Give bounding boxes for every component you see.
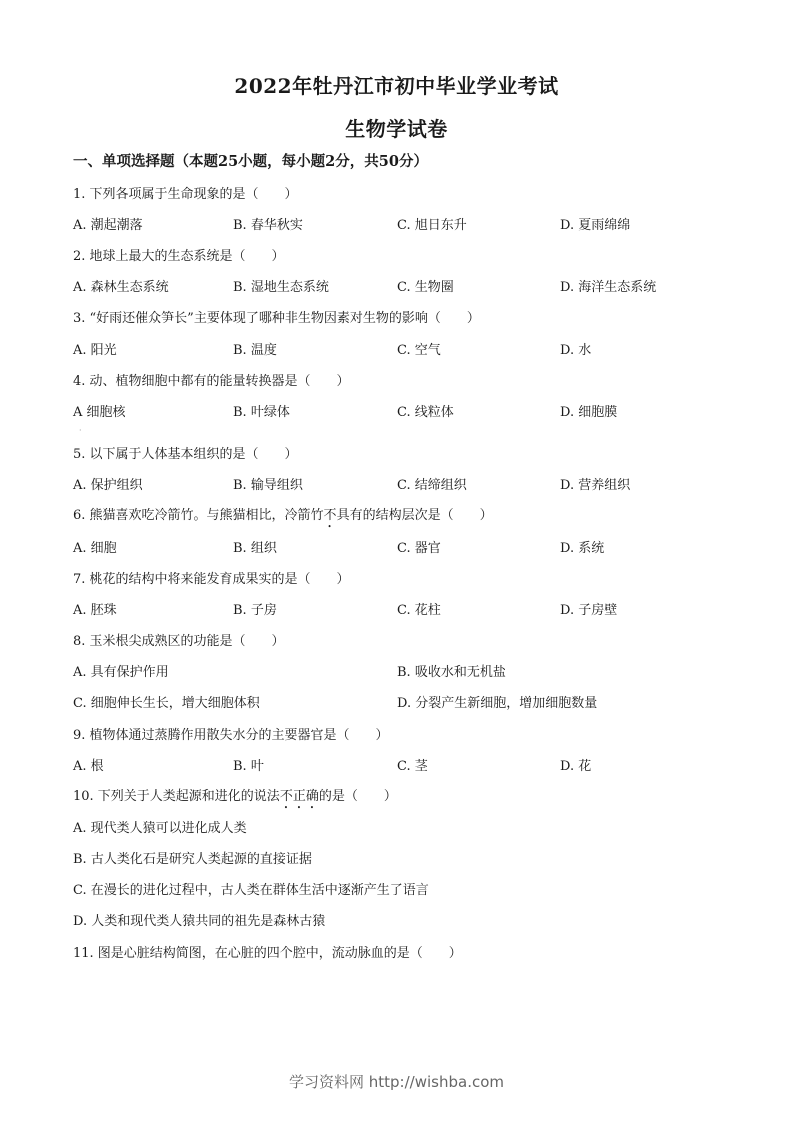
- option-2d: D. 海洋生态系统: [560, 280, 657, 295]
- question-7: 7. 桃花的结构中将来能发育成果实的是（ ）: [73, 572, 350, 587]
- option-4a: A 细胞核: [73, 405, 126, 420]
- option-2a: A. 森林生态系统: [73, 280, 169, 295]
- option-4c: C. 线粒体: [397, 405, 454, 420]
- option-10c: C. 在漫长的进化过程中，古人类在群体生活中逐渐产生了语言: [73, 883, 429, 898]
- option-8d: D. 分裂产生新细胞，增加细胞数量: [397, 696, 598, 711]
- option-9d: D. 花: [560, 759, 592, 774]
- option-8c: C. 细胞伸长生长，增大细胞体积: [73, 696, 260, 711]
- question-2: 2. 地球上最大的生态系统是（ ）: [73, 249, 285, 264]
- option-9a: A. 根: [73, 759, 104, 774]
- option-10d: D. 人类和现代类人猿共同的祖先是森林古猿: [73, 914, 326, 929]
- question-6-emphasis: 不: [323, 508, 337, 523]
- option-10a: A. 现代类人猿可以进化成人类: [73, 821, 247, 836]
- question-5: 5. 以下属于人体基本组织的是（ ）: [73, 447, 298, 462]
- stray-mark: ·: [79, 426, 82, 435]
- option-7a: A. 胚珠: [73, 603, 117, 618]
- exam-title: 2022年牡丹江市初中毕业学业考试: [234, 74, 559, 98]
- option-5c: C. 结缔组织: [397, 478, 467, 493]
- question-1: 1. 下列各项属于生命现象的是（ ）: [73, 187, 298, 202]
- option-2c: C. 生物圈: [397, 280, 454, 295]
- option-7d: D. 子房壁: [560, 603, 618, 618]
- question-11: 11. 图是心脏结构简图，在心脏的四个腔中，流动脉血的是（ ）: [73, 946, 462, 961]
- question-10-text-a: 10. 下列关于人类起源和进化的说法: [73, 789, 280, 804]
- question-10: [73, 785, 397, 812]
- option-6a: A. 细胞: [73, 541, 117, 556]
- question-4: 4. 动、植物细胞中都有的能量转换器是（ ）: [73, 374, 350, 389]
- option-1d: D. 夏雨绵绵: [560, 218, 631, 233]
- option-9c: C. 茎: [397, 759, 428, 774]
- option-5a: A. 保护组织: [73, 478, 143, 493]
- question-9: 9. 植物体通过蒸腾作用散失水分的主要器官是（ ）: [73, 728, 389, 743]
- question-10-text-b: 的是（ ）: [318, 789, 397, 804]
- exam-subtitle: 生物学试卷: [345, 117, 448, 141]
- question-6-text-b: 具有的结构层次是（ ）: [336, 508, 493, 523]
- option-3a: A. 阳光: [73, 343, 117, 358]
- option-4b: B. 叶绿体: [233, 405, 290, 420]
- option-4d: D. 细胞膜: [560, 405, 618, 420]
- option-5b: B. 输导组织: [233, 478, 303, 493]
- question-6: [73, 504, 493, 531]
- option-8b: B. 吸收水和无机盐: [397, 665, 506, 680]
- footer-watermark: 学习资料网 http://wishba.com: [289, 1073, 504, 1091]
- option-1b: B. 春华秋实: [233, 218, 303, 233]
- option-3b: B. 温度: [233, 343, 277, 358]
- option-3c: C. 空气: [397, 343, 441, 358]
- option-10b: B. 古人类化石是研究人类起源的直接证据: [73, 852, 312, 867]
- question-10-emphasis: 不正确: [279, 789, 319, 804]
- section-heading: 一、单项选择题（本题25小题，每小题2分，共50分）: [73, 153, 428, 170]
- option-8a: A. 具有保护作用: [73, 665, 169, 680]
- option-9b: B. 叶: [233, 759, 264, 774]
- question-8: 8. 玉米根尖成熟区的功能是（ ）: [73, 634, 285, 649]
- option-6b: B. 组织: [233, 541, 277, 556]
- option-1c: C. 旭日东升: [397, 218, 467, 233]
- option-6d: D. 系统: [560, 541, 605, 556]
- option-3d: D. 水: [560, 343, 592, 358]
- option-2b: B. 湿地生态系统: [233, 280, 329, 295]
- question-6-text-a: 6. 熊猫喜欢吃冷箭竹。与熊猫相比，冷箭竹: [73, 508, 324, 523]
- option-5d: D. 营养组织: [560, 478, 631, 493]
- option-7b: B. 子房: [233, 603, 277, 618]
- question-3: 3. “好雨还催众笋长”主要体现了哪种非生物因素对生物的影响（ ）: [73, 311, 480, 326]
- option-1a: A. 潮起潮落: [73, 218, 143, 233]
- option-6c: C. 器官: [397, 541, 441, 556]
- option-7c: C. 花柱: [397, 603, 441, 618]
